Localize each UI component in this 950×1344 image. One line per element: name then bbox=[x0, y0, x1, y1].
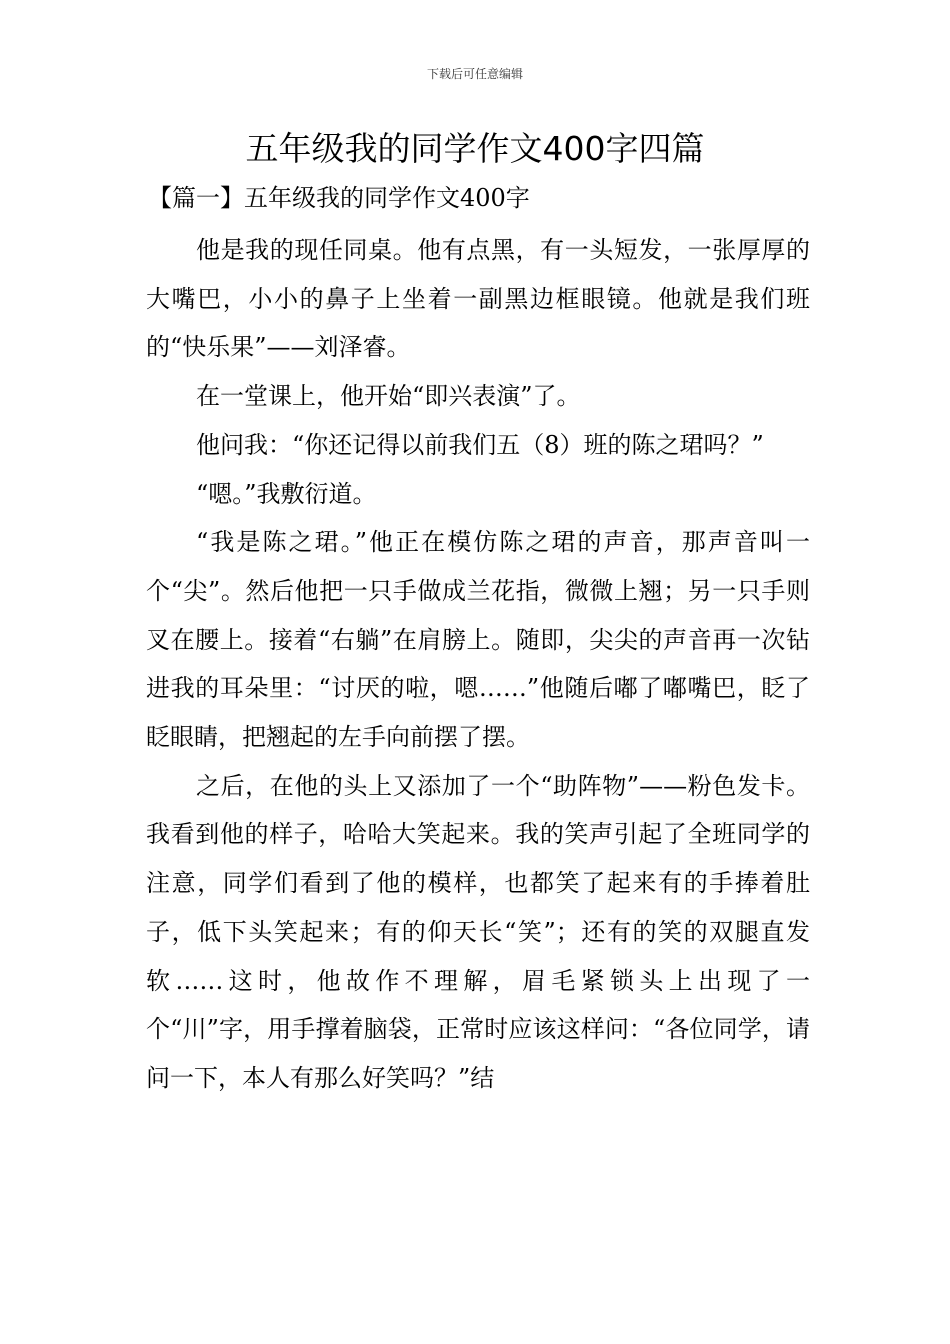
section-heading: 【篇一】五年级我的同学作文400字 bbox=[148, 184, 530, 212]
paragraph: 他问我：“你还记得以前我们五（8）班的陈之珺吗？” bbox=[196, 430, 764, 459]
header-note: 下载后可任意编辑 bbox=[426, 67, 523, 81]
paragraph: 之后，在他的头上又添加了一个“助阵物”——粉色发卡。我看到他的样子，哈哈大笑起来。我的笑声引起了全班同学的注意，同学们看到了他的模样，也都笑了起来有的手捧着肚子，低下头笑起来；有的仰天长“笑”；还有的笑的双腿直发软……这时，他故作不理解，眉毛紧锁头上出现了一个“川”字，用手撑着脑袋，正常时应该这样问：“各位同学，请问一下，本人有那么好笑吗？”结 bbox=[146, 771, 810, 1092]
paragraph: “嗯。”我敷衍道。 bbox=[196, 479, 377, 508]
paragraph: “我是陈之珺。”他正在模仿陈之珺的声音，那声音叫一个“尖”。然后他把一只手做成兰花指，微微上翘；另一只手则叉在腰上。接着“右躺”在肩膀上。随即，尖尖的声音再一次钻进我的耳朵里：“讨厌的啦，嗯……”他随后嘟了嘟嘴巴，眨了眨眼睛，把翘起的左手向前摆了摆。 bbox=[146, 528, 810, 752]
paragraph: 他是我的现任同桌。他有点黑，有一头短发，一张厚厚的大嘴巴，小小的鼻子上坐着一副黑边框眼镜。他就是我们班的“快乐果”——刘泽睿。 bbox=[146, 236, 810, 362]
paragraph: 在一堂课上，他开始“即兴表演”了。 bbox=[196, 382, 581, 411]
page-title: 五年级我的同学作文400字四篇 bbox=[245, 129, 705, 168]
article-body bbox=[146, 226, 810, 1103]
